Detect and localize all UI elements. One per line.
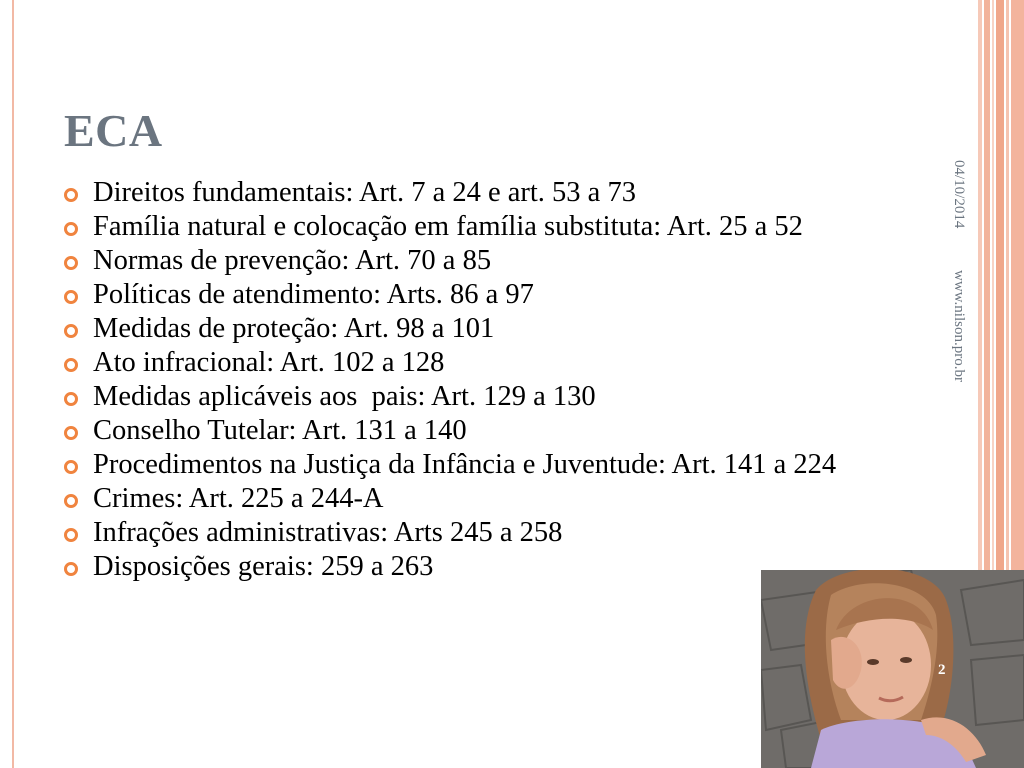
list-item: [64, 484, 964, 513]
bullet-circle-icon: [64, 392, 78, 406]
slide-content: [64, 178, 964, 586]
list-item: [64, 212, 964, 241]
bullet-circle-icon: [64, 222, 78, 236]
bullet-circle-icon: [64, 460, 78, 474]
list-item-text: Medidas aplicáveis aos pais: Art. 129 a 130: [93, 381, 596, 412]
list-item-text: Família natural e colocação em família substituta: Art. 25 a 52: [93, 211, 803, 242]
bullet-list: [64, 178, 964, 581]
list-item: [64, 178, 964, 207]
list-item-text: Políticas de atendimento: Arts. 86 a 97: [93, 279, 534, 310]
slide-title: ECA: [64, 105, 163, 156]
list-item: [64, 246, 964, 275]
list-item-text: Disposições gerais: 259 a 263: [93, 551, 434, 582]
list-item: [64, 382, 964, 411]
list-item-text: Medidas de proteção: Art. 98 a 101: [93, 313, 495, 344]
list-item: [64, 416, 964, 445]
list-item-text: Ato infracional: Art. 102 a 128: [93, 347, 445, 378]
left-border-line: [12, 0, 14, 768]
bullet-circle-icon: [64, 290, 78, 304]
list-item: [64, 518, 964, 547]
list-item-text: Infrações administrativas: Arts 245 a 258: [93, 517, 563, 548]
bullet-circle-icon: [64, 562, 78, 576]
website-url: www.nilson.pro.br: [951, 270, 967, 382]
slide-date: 04/10/2014: [951, 160, 967, 229]
bullet-circle-icon: [64, 528, 78, 542]
list-item-text: Direitos fundamentais: Art. 7 a 24 e art. 53 a 73: [93, 177, 636, 208]
list-item-text: Conselho Tutelar: Art. 131 a 140: [93, 415, 467, 446]
bullet-circle-icon: [64, 324, 78, 338]
list-item: [64, 314, 964, 343]
list-item-text: Crimes: Art. 225 a 244-A: [93, 483, 384, 514]
bullet-circle-icon: [64, 358, 78, 372]
bullet-circle-icon: [64, 256, 78, 270]
list-item: [64, 450, 964, 479]
bullet-circle-icon: [64, 188, 78, 202]
list-item-text: Normas de prevenção: Art. 70 a 85: [93, 245, 492, 276]
bullet-circle-icon: [64, 426, 78, 440]
list-item: [64, 348, 964, 377]
list-item: [64, 280, 964, 309]
child-photo: [761, 570, 1024, 768]
child-photo-illustration: [761, 570, 1024, 768]
bullet-circle-icon: [64, 494, 78, 508]
page-number: 2: [938, 662, 946, 678]
list-item-text: Procedimentos na Justiça da Infância e Juventude: Art. 141 a 224: [93, 449, 837, 480]
